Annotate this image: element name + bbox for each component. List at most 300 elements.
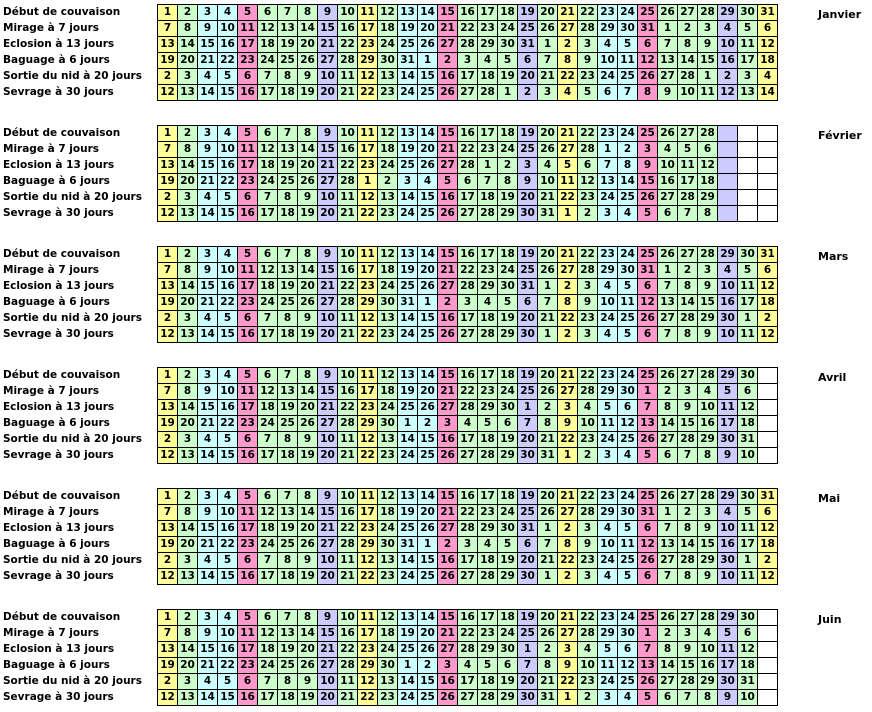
day-cell: 27 bbox=[558, 142, 578, 158]
day-cell: 2 bbox=[558, 569, 578, 585]
day-cell: 7 bbox=[158, 142, 178, 158]
day-cell: 1 bbox=[398, 416, 418, 432]
day-cell: 21 bbox=[318, 158, 338, 174]
day-cell: 20 bbox=[538, 5, 558, 21]
day-cell: 24 bbox=[378, 642, 398, 658]
day-cell: 16 bbox=[718, 537, 738, 553]
day-cell: 23 bbox=[358, 521, 378, 537]
day-cell: 19 bbox=[158, 295, 178, 311]
day-cell: 27 bbox=[558, 21, 578, 37]
day-cell: 17 bbox=[258, 327, 278, 343]
day-cell: 4 bbox=[458, 658, 478, 674]
day-cell: 9 bbox=[318, 5, 338, 21]
day-cell: 12 bbox=[638, 295, 658, 311]
day-cell: 27 bbox=[658, 674, 678, 690]
day-cell: 18 bbox=[378, 21, 398, 37]
day-cell: 21 bbox=[558, 610, 578, 626]
table-row bbox=[2, 690, 778, 706]
day-cell: 16 bbox=[458, 5, 478, 21]
day-cell: 27 bbox=[438, 521, 458, 537]
day-cell: 22 bbox=[218, 174, 238, 190]
month-block-2 bbox=[2, 246, 778, 343]
day-cell: 7 bbox=[158, 626, 178, 642]
day-cell: 24 bbox=[378, 400, 398, 416]
day-cell: 24 bbox=[498, 263, 518, 279]
day-cell: 22 bbox=[358, 448, 378, 464]
day-cell: 25 bbox=[278, 537, 298, 553]
day-cell: 29 bbox=[358, 53, 378, 69]
day-cell: 7 bbox=[638, 642, 658, 658]
day-cell: 3 bbox=[558, 400, 578, 416]
day-cell: 1 bbox=[738, 311, 758, 327]
day-cell: 29 bbox=[498, 448, 518, 464]
day-cell: 4 bbox=[478, 537, 498, 553]
day-cell: 25 bbox=[638, 489, 658, 505]
day-cell: 13 bbox=[278, 384, 298, 400]
day-cell: 5 bbox=[718, 384, 738, 400]
day-cell: 3 bbox=[578, 327, 598, 343]
day-cell: 1 bbox=[698, 69, 718, 85]
day-cell: 18 bbox=[478, 432, 498, 448]
day-cell: 5 bbox=[238, 126, 258, 142]
day-cell: 28 bbox=[458, 37, 478, 53]
day-cell: 31 bbox=[638, 505, 658, 521]
day-cell: 13 bbox=[398, 126, 418, 142]
day-cell: 18 bbox=[498, 126, 518, 142]
day-cell: 3 bbox=[598, 690, 618, 706]
day-cell: 15 bbox=[698, 295, 718, 311]
day-cell: 16 bbox=[458, 610, 478, 626]
day-cell: 18 bbox=[758, 53, 778, 69]
day-cell: 25 bbox=[418, 448, 438, 464]
day-cell: 24 bbox=[618, 368, 638, 384]
day-cell: 28 bbox=[678, 432, 698, 448]
day-cell: 25 bbox=[518, 142, 538, 158]
day-cell: 1 bbox=[358, 174, 378, 190]
day-cell: 1 bbox=[598, 142, 618, 158]
day-cell: 19 bbox=[158, 53, 178, 69]
day-cell: 24 bbox=[258, 295, 278, 311]
day-cell: 21 bbox=[338, 327, 358, 343]
day-cell: 14 bbox=[398, 553, 418, 569]
day-cell: 15 bbox=[318, 384, 338, 400]
day-cell: 2 bbox=[178, 368, 198, 384]
month-name: Mars bbox=[818, 250, 849, 263]
day-cell: 13 bbox=[638, 658, 658, 674]
day-cell: 8 bbox=[278, 432, 298, 448]
day-cell: 12 bbox=[258, 505, 278, 521]
day-cell: 23 bbox=[378, 690, 398, 706]
day-cell: 29 bbox=[498, 569, 518, 585]
day-cell: 10 bbox=[598, 53, 618, 69]
day-cell: 3 bbox=[598, 206, 618, 222]
day-cell: 8 bbox=[298, 368, 318, 384]
day-cell: 19 bbox=[298, 206, 318, 222]
day-cell: 3 bbox=[438, 658, 458, 674]
row-label: Eclosion à 13 jours bbox=[3, 522, 115, 534]
day-cell: 31 bbox=[398, 53, 418, 69]
day-cell: 6 bbox=[258, 610, 278, 626]
day-cell: 25 bbox=[278, 416, 298, 432]
day-cell bbox=[758, 610, 778, 626]
day-cell: 17 bbox=[238, 400, 258, 416]
day-cell: 28 bbox=[338, 416, 358, 432]
day-cell: 12 bbox=[758, 569, 778, 585]
day-cell: 15 bbox=[678, 658, 698, 674]
day-cell: 15 bbox=[318, 21, 338, 37]
day-cell: 2 bbox=[658, 384, 678, 400]
day-cell: 4 bbox=[598, 569, 618, 585]
day-cell: 8 bbox=[178, 505, 198, 521]
day-cell: 25 bbox=[518, 626, 538, 642]
day-cell: 26 bbox=[418, 521, 438, 537]
table-row bbox=[2, 37, 778, 53]
day-cell: 23 bbox=[578, 190, 598, 206]
day-cell: 27 bbox=[658, 190, 678, 206]
day-cell: 9 bbox=[198, 142, 218, 158]
day-cell: 20 bbox=[318, 690, 338, 706]
day-cell: 20 bbox=[318, 206, 338, 222]
day-cell: 20 bbox=[518, 553, 538, 569]
day-cell: 25 bbox=[518, 263, 538, 279]
day-cell: 11 bbox=[618, 537, 638, 553]
day-cell: 15 bbox=[438, 610, 458, 626]
day-cell: 19 bbox=[278, 521, 298, 537]
day-cell: 23 bbox=[358, 642, 378, 658]
day-cell: 13 bbox=[178, 327, 198, 343]
day-cell: 5 bbox=[218, 674, 238, 690]
day-cell: 11 bbox=[358, 489, 378, 505]
day-cell: 27 bbox=[458, 327, 478, 343]
day-cell: 6 bbox=[638, 279, 658, 295]
row-label: Mirage à 7 jours bbox=[3, 627, 100, 639]
day-cell: 17 bbox=[478, 368, 498, 384]
day-cell: 4 bbox=[198, 432, 218, 448]
day-cell: 28 bbox=[698, 247, 718, 263]
day-cell: 4 bbox=[598, 37, 618, 53]
day-cell: 30 bbox=[378, 53, 398, 69]
day-cell: 10 bbox=[698, 400, 718, 416]
day-cell: 29 bbox=[358, 537, 378, 553]
day-cell: 2 bbox=[178, 126, 198, 142]
day-cell: 16 bbox=[658, 174, 678, 190]
day-cell: 20 bbox=[318, 85, 338, 101]
day-cell: 23 bbox=[578, 553, 598, 569]
day-cell: 12 bbox=[758, 37, 778, 53]
day-cell: 14 bbox=[398, 69, 418, 85]
day-cell bbox=[758, 174, 778, 190]
day-cell: 8 bbox=[298, 489, 318, 505]
day-cell: 4 bbox=[758, 69, 778, 85]
row-label: Sevrage à 30 jours bbox=[3, 328, 114, 340]
day-cell: 19 bbox=[158, 174, 178, 190]
day-cell: 11 bbox=[738, 569, 758, 585]
day-cell: 22 bbox=[218, 53, 238, 69]
day-cell: 31 bbox=[538, 690, 558, 706]
day-cell: 13 bbox=[398, 489, 418, 505]
day-cell: 14 bbox=[418, 489, 438, 505]
day-cell: 6 bbox=[598, 85, 618, 101]
day-cell: 27 bbox=[658, 69, 678, 85]
day-cell: 11 bbox=[238, 21, 258, 37]
day-cell: 15 bbox=[218, 569, 238, 585]
day-cell: 17 bbox=[238, 37, 258, 53]
day-cell bbox=[738, 142, 758, 158]
day-cell: 30 bbox=[378, 295, 398, 311]
month-block-4 bbox=[2, 488, 778, 585]
day-cell: 7 bbox=[658, 327, 678, 343]
day-cell: 11 bbox=[558, 174, 578, 190]
day-cell: 6 bbox=[638, 569, 658, 585]
day-cell: 25 bbox=[398, 158, 418, 174]
day-cell: 6 bbox=[658, 448, 678, 464]
day-cell: 15 bbox=[638, 174, 658, 190]
day-cell: 21 bbox=[198, 537, 218, 553]
day-cell: 18 bbox=[498, 489, 518, 505]
day-cell: 24 bbox=[498, 384, 518, 400]
day-cell: 23 bbox=[598, 610, 618, 626]
day-cell: 6 bbox=[238, 190, 258, 206]
day-cell bbox=[758, 158, 778, 174]
day-cell: 3 bbox=[198, 5, 218, 21]
day-cell: 16 bbox=[458, 489, 478, 505]
day-cell: 11 bbox=[338, 190, 358, 206]
day-cell: 18 bbox=[478, 69, 498, 85]
day-cell: 23 bbox=[478, 21, 498, 37]
day-cell: 1 bbox=[158, 368, 178, 384]
day-cell: 28 bbox=[678, 311, 698, 327]
day-cell: 9 bbox=[298, 190, 318, 206]
day-cell: 2 bbox=[718, 69, 738, 85]
day-cell: 3 bbox=[738, 69, 758, 85]
table-row bbox=[2, 158, 778, 174]
day-cell: 24 bbox=[398, 569, 418, 585]
day-cell: 4 bbox=[618, 448, 638, 464]
day-cell: 20 bbox=[418, 142, 438, 158]
day-cell: 8 bbox=[698, 448, 718, 464]
day-cell: 19 bbox=[518, 610, 538, 626]
day-cell: 13 bbox=[378, 553, 398, 569]
day-cell: 1 bbox=[558, 448, 578, 464]
day-cell: 8 bbox=[178, 142, 198, 158]
day-cell: 6 bbox=[258, 247, 278, 263]
day-cell: 18 bbox=[758, 295, 778, 311]
day-cell: 14 bbox=[398, 311, 418, 327]
day-cell: 20 bbox=[298, 158, 318, 174]
day-cell: 30 bbox=[518, 690, 538, 706]
day-cell: 3 bbox=[198, 247, 218, 263]
day-cell: 2 bbox=[158, 674, 178, 690]
day-cell: 18 bbox=[378, 142, 398, 158]
day-cell: 17 bbox=[238, 642, 258, 658]
day-cell: 22 bbox=[558, 69, 578, 85]
day-cell: 14 bbox=[418, 368, 438, 384]
day-cell: 20 bbox=[178, 537, 198, 553]
day-cell: 7 bbox=[518, 416, 538, 432]
day-cell: 4 bbox=[218, 247, 238, 263]
day-cell: 19 bbox=[398, 263, 418, 279]
day-cell: 18 bbox=[258, 37, 278, 53]
day-cell: 3 bbox=[578, 37, 598, 53]
day-cell: 2 bbox=[618, 142, 638, 158]
table-row bbox=[2, 400, 778, 416]
day-cell: 13 bbox=[278, 626, 298, 642]
day-cell: 15 bbox=[418, 190, 438, 206]
day-cell: 15 bbox=[698, 53, 718, 69]
day-cell: 23 bbox=[378, 206, 398, 222]
table-row bbox=[2, 206, 778, 222]
day-cell: 10 bbox=[338, 126, 358, 142]
day-cell: 18 bbox=[478, 674, 498, 690]
day-cell: 3 bbox=[538, 85, 558, 101]
day-cell: 4 bbox=[578, 400, 598, 416]
day-cell: 19 bbox=[158, 537, 178, 553]
day-cell: 29 bbox=[498, 206, 518, 222]
day-cell: 25 bbox=[418, 690, 438, 706]
day-cell: 18 bbox=[278, 448, 298, 464]
day-cell: 5 bbox=[238, 489, 258, 505]
day-cell: 7 bbox=[478, 174, 498, 190]
day-cell: 23 bbox=[238, 658, 258, 674]
day-cell: 27 bbox=[438, 37, 458, 53]
day-cell: 7 bbox=[158, 21, 178, 37]
day-cell: 5 bbox=[578, 85, 598, 101]
day-cell: 6 bbox=[518, 295, 538, 311]
day-cell: 25 bbox=[398, 37, 418, 53]
day-cell: 2 bbox=[758, 553, 778, 569]
day-cell: 11 bbox=[338, 432, 358, 448]
month-table bbox=[2, 488, 778, 585]
day-cell: 6 bbox=[758, 21, 778, 37]
day-cell: 11 bbox=[338, 69, 358, 85]
day-cell: 6 bbox=[658, 206, 678, 222]
day-cell: 21 bbox=[538, 190, 558, 206]
day-cell: 30 bbox=[498, 521, 518, 537]
day-cell: 9 bbox=[198, 21, 218, 37]
day-cell: 12 bbox=[258, 626, 278, 642]
day-cell: 8 bbox=[498, 174, 518, 190]
day-cell bbox=[758, 368, 778, 384]
day-cell: 13 bbox=[158, 400, 178, 416]
row-label: Début de couvaison bbox=[3, 490, 121, 502]
day-cell: 26 bbox=[298, 174, 318, 190]
day-cell: 29 bbox=[698, 190, 718, 206]
day-cell: 19 bbox=[518, 489, 538, 505]
day-cell bbox=[758, 432, 778, 448]
day-cell: 1 bbox=[738, 553, 758, 569]
day-cell: 8 bbox=[178, 384, 198, 400]
day-cell: 6 bbox=[758, 505, 778, 521]
day-cell: 9 bbox=[198, 626, 218, 642]
day-cell: 18 bbox=[278, 690, 298, 706]
day-cell: 17 bbox=[458, 190, 478, 206]
day-cell: 25 bbox=[638, 368, 658, 384]
table-row bbox=[2, 658, 778, 674]
day-cell: 15 bbox=[418, 69, 438, 85]
day-cell: 12 bbox=[758, 327, 778, 343]
day-cell: 9 bbox=[318, 368, 338, 384]
day-cell: 30 bbox=[378, 537, 398, 553]
day-cell: 13 bbox=[278, 142, 298, 158]
day-cell: 13 bbox=[178, 690, 198, 706]
day-cell: 19 bbox=[398, 142, 418, 158]
table-row bbox=[2, 295, 778, 311]
day-cell: 9 bbox=[318, 126, 338, 142]
day-cell: 7 bbox=[538, 537, 558, 553]
day-cell: 2 bbox=[158, 69, 178, 85]
day-cell: 8 bbox=[678, 279, 698, 295]
day-cell: 29 bbox=[598, 21, 618, 37]
day-cell: 12 bbox=[378, 489, 398, 505]
day-cell: 28 bbox=[578, 505, 598, 521]
day-cell: 28 bbox=[698, 126, 718, 142]
day-cell: 4 bbox=[198, 190, 218, 206]
day-cell: 29 bbox=[498, 690, 518, 706]
day-cell: 31 bbox=[758, 5, 778, 21]
day-cell: 10 bbox=[718, 569, 738, 585]
day-cell: 26 bbox=[538, 505, 558, 521]
day-cell bbox=[758, 448, 778, 464]
day-cell: 26 bbox=[418, 37, 438, 53]
day-cell: 4 bbox=[598, 521, 618, 537]
day-cell: 28 bbox=[698, 489, 718, 505]
day-cell: 23 bbox=[378, 85, 398, 101]
day-cell: 1 bbox=[418, 537, 438, 553]
day-cell: 27 bbox=[438, 400, 458, 416]
day-cell: 26 bbox=[658, 610, 678, 626]
day-cell: 5 bbox=[618, 327, 638, 343]
day-cell: 7 bbox=[518, 658, 538, 674]
day-cell: 27 bbox=[678, 126, 698, 142]
day-cell: 15 bbox=[438, 126, 458, 142]
day-cell: 26 bbox=[418, 642, 438, 658]
day-cell: 30 bbox=[518, 327, 538, 343]
day-cell: 16 bbox=[238, 690, 258, 706]
day-cell: 18 bbox=[498, 5, 518, 21]
day-cell: 24 bbox=[258, 174, 278, 190]
day-cell: 3 bbox=[678, 626, 698, 642]
day-cell: 4 bbox=[598, 327, 618, 343]
day-cell: 26 bbox=[658, 489, 678, 505]
day-cell: 14 bbox=[178, 400, 198, 416]
day-cell: 8 bbox=[298, 610, 318, 626]
day-cell: 1 bbox=[518, 400, 538, 416]
day-cell: 20 bbox=[298, 400, 318, 416]
day-cell: 2 bbox=[578, 206, 598, 222]
table-row bbox=[2, 21, 778, 37]
day-cell: 10 bbox=[338, 368, 358, 384]
day-cell: 14 bbox=[758, 85, 778, 101]
day-cell: 23 bbox=[238, 537, 258, 553]
day-cell: 15 bbox=[318, 626, 338, 642]
day-cell: 4 bbox=[698, 626, 718, 642]
day-cell: 9 bbox=[578, 537, 598, 553]
day-cell: 15 bbox=[218, 690, 238, 706]
day-cell: 22 bbox=[458, 263, 478, 279]
day-cell: 4 bbox=[418, 174, 438, 190]
day-cell: 4 bbox=[698, 384, 718, 400]
day-cell: 21 bbox=[438, 142, 458, 158]
table-row bbox=[2, 448, 778, 464]
day-cell: 19 bbox=[278, 400, 298, 416]
day-cell: 20 bbox=[318, 569, 338, 585]
day-cell: 23 bbox=[578, 69, 598, 85]
row-label: Baguage à 6 jours bbox=[3, 417, 110, 429]
day-cell: 8 bbox=[298, 247, 318, 263]
day-cell: 17 bbox=[358, 142, 378, 158]
day-cell: 21 bbox=[538, 311, 558, 327]
day-cell: 8 bbox=[178, 263, 198, 279]
